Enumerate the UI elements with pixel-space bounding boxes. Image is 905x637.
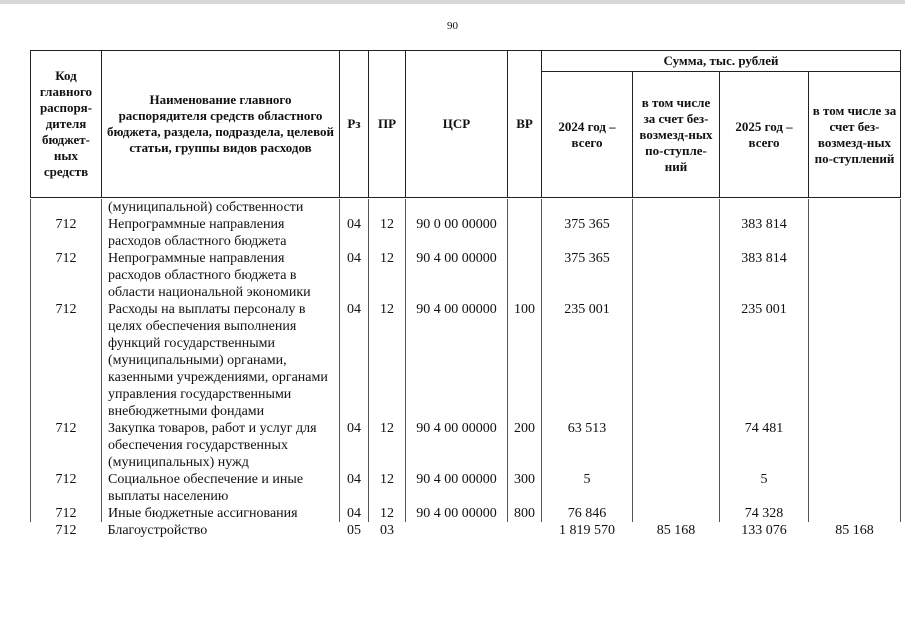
row-rz: 04 xyxy=(340,216,369,250)
row-2025-total: 74 328 xyxy=(720,505,809,522)
row-pr: 12 xyxy=(369,216,406,250)
col-header-name: Наименование главного распорядителя средств областного бюджета, раздела, подраздела, целевой статьи, группы видов расходов xyxy=(102,51,340,198)
row-pr: 03 xyxy=(380,523,394,538)
row-vr: 100 xyxy=(508,301,542,420)
col-header-2025-total: 2025 год – всего xyxy=(720,72,809,198)
row-rz: 05 xyxy=(347,523,361,538)
row-csr xyxy=(406,199,508,216)
row-rz: 04 xyxy=(340,471,369,505)
row-pr: 12 xyxy=(369,505,406,522)
row-pr: 12 xyxy=(369,250,406,301)
row-2025-total xyxy=(720,199,809,216)
row-code: 712 xyxy=(55,523,77,538)
col-header-2024-total: 2024 год – всего xyxy=(542,72,633,198)
row-rz xyxy=(340,199,369,216)
row-2024-free xyxy=(633,420,720,471)
row-name: Непрограммные направления расходов областного бюджета xyxy=(102,216,340,250)
row-rz: 04 xyxy=(340,420,369,471)
row-code: 712 xyxy=(31,301,102,420)
col-header-2024-free: в том числе за счет без-возмезд-ных по-ступле-ний xyxy=(633,72,720,198)
row-pr: 12 xyxy=(369,301,406,420)
row-vr xyxy=(508,216,542,250)
table-row xyxy=(31,199,901,216)
row-2025-free xyxy=(809,420,901,471)
row-rz: 04 xyxy=(340,301,369,420)
row-csr xyxy=(406,522,508,539)
row-csr: 90 4 00 00000 xyxy=(406,301,508,420)
row-vr xyxy=(508,250,542,301)
row-rz: 04 xyxy=(340,505,369,522)
row-2024-total xyxy=(542,199,633,216)
col-header-pr: ПР xyxy=(369,51,406,198)
row-name: Иные бюджетные ассигнования xyxy=(102,505,340,522)
row-2024-total: 76 846 xyxy=(542,505,633,522)
table-row xyxy=(31,505,901,522)
page-number: 90 xyxy=(447,20,458,32)
row-2025-total: 383 814 xyxy=(720,250,809,301)
row-vr xyxy=(508,522,542,539)
row-name: (муниципальной) собственности xyxy=(102,199,340,216)
row-code: 712 xyxy=(31,420,102,471)
col-header-code: Код главного распоря-дителя бюджет-ных средств xyxy=(31,51,102,198)
row-2024-free xyxy=(633,471,720,505)
row-2025-free xyxy=(809,505,901,522)
row-csr: 90 4 00 00000 xyxy=(406,471,508,505)
row-pr: 12 xyxy=(369,471,406,505)
row-csr: 90 4 00 00000 xyxy=(406,420,508,471)
row-2024-free xyxy=(633,250,720,301)
table-row xyxy=(31,301,901,420)
col-header-vr: ВР xyxy=(508,51,542,198)
table-row xyxy=(31,471,901,505)
table-body xyxy=(30,199,901,539)
row-code: 712 xyxy=(31,505,102,522)
row-2025-total: 74 481 xyxy=(720,420,809,471)
row-2024-free xyxy=(633,301,720,420)
row-csr: 90 4 00 00000 xyxy=(406,250,508,301)
row-2024-total: 235 001 xyxy=(542,301,633,420)
row-2025-total: 5 xyxy=(720,471,809,505)
row-2024-total: 375 365 xyxy=(542,250,633,301)
col-header-rz: Рз xyxy=(340,51,369,198)
scan-edge xyxy=(0,0,905,4)
table-row xyxy=(31,216,901,250)
row-pr: 12 xyxy=(369,420,406,471)
row-2025-free xyxy=(809,301,901,420)
row-2024-total: 1 819 570 xyxy=(559,523,615,538)
row-2025-free xyxy=(809,471,901,505)
row-vr: 800 xyxy=(508,505,542,522)
col-header-csr: ЦСР xyxy=(406,51,508,198)
row-name: Закупка товаров, работ и услуг для обеспечения государственных (муниципальных) нужд xyxy=(102,420,340,471)
row-vr: 200 xyxy=(508,420,542,471)
table-header xyxy=(30,50,901,198)
row-name: Расходы на выплаты персоналу в целях обеспечения выполнения функций государственными (муниципальными) органами, казенными учреждениями, органами управления государственными внебюджетными фондами xyxy=(102,301,340,420)
row-2025-free xyxy=(809,216,901,250)
row-2024-free xyxy=(633,199,720,216)
table-row xyxy=(31,420,901,471)
row-2024-free xyxy=(633,216,720,250)
row-2025-free xyxy=(809,250,901,301)
row-csr: 90 4 00 00000 xyxy=(406,505,508,522)
row-2025-total: 235 001 xyxy=(720,301,809,420)
col-header-2025-free: в том числе за счет без-возмезд-ных по-ступлений xyxy=(809,72,901,198)
row-2025-free xyxy=(809,199,901,216)
row-rz: 04 xyxy=(340,250,369,301)
row-name: Социальное обеспечение и иные выплаты населению xyxy=(102,471,340,505)
col-header-sum-group: Сумма, тыс. рублей xyxy=(542,51,901,72)
row-code xyxy=(31,199,102,216)
row-name: Непрограммные направления расходов областного бюджета в области национальной экономики xyxy=(102,250,340,301)
row-2024-total: 375 365 xyxy=(542,216,633,250)
row-2025-total: 383 814 xyxy=(720,216,809,250)
row-2024-total: 5 xyxy=(542,471,633,505)
row-code: 712 xyxy=(31,216,102,250)
table-row xyxy=(31,522,901,539)
row-2025-free: 85 168 xyxy=(835,523,874,538)
row-csr: 90 0 00 00000 xyxy=(406,216,508,250)
row-2024-total: 63 513 xyxy=(542,420,633,471)
row-code: 712 xyxy=(31,471,102,505)
row-pr xyxy=(369,199,406,216)
row-2025-total: 133 076 xyxy=(741,523,787,538)
table-row xyxy=(31,250,901,301)
row-2024-free xyxy=(633,505,720,522)
row-vr xyxy=(508,199,542,216)
row-vr: 300 xyxy=(508,471,542,505)
row-name: Благоустройство xyxy=(107,523,208,538)
row-2024-free: 85 168 xyxy=(656,523,696,538)
row-code: 712 xyxy=(31,250,102,301)
